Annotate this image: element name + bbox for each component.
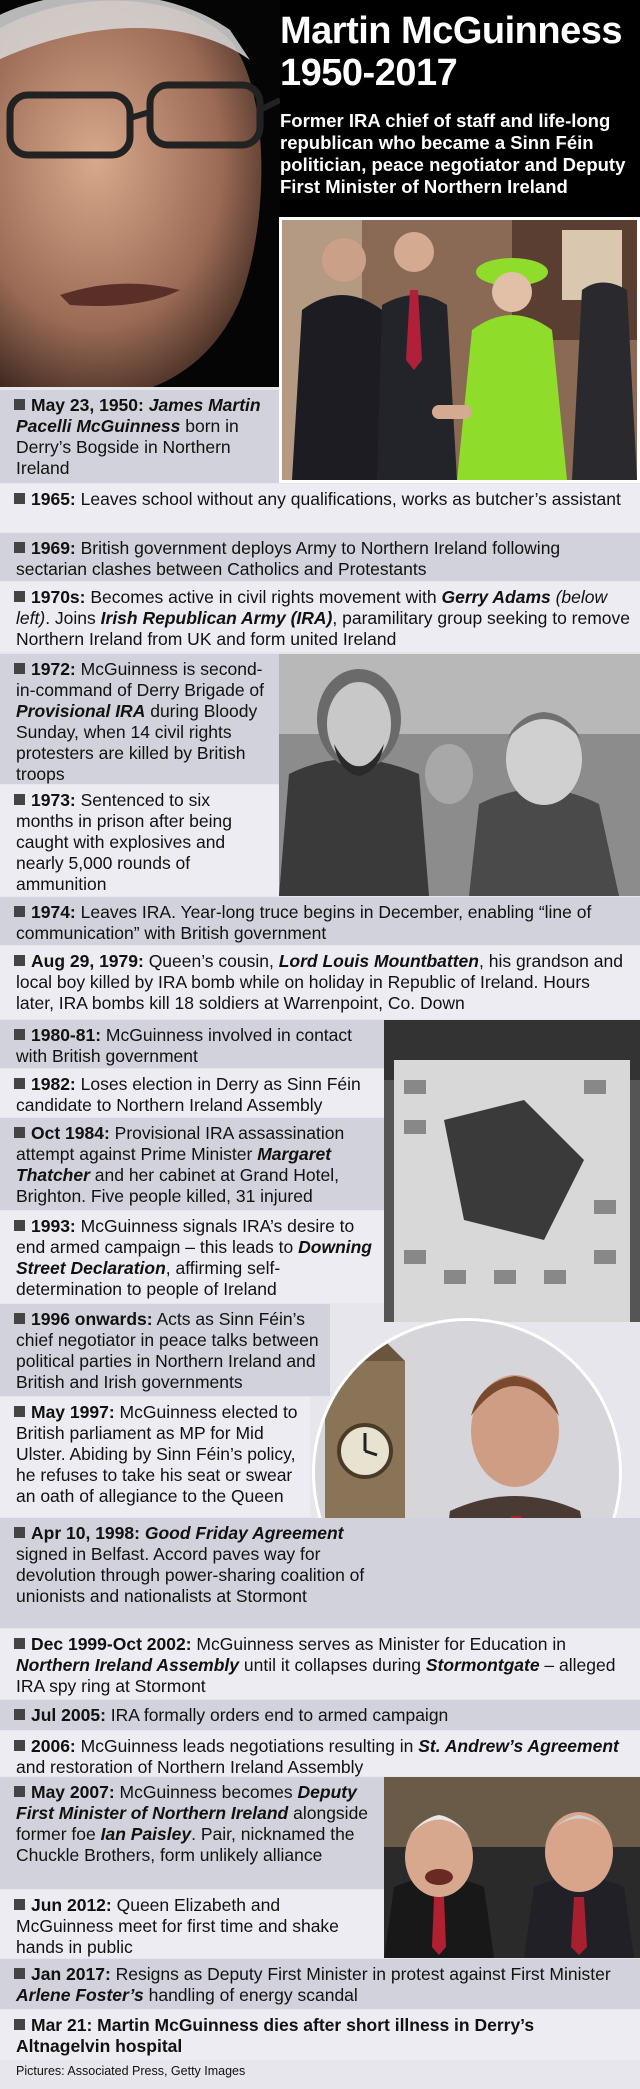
photo-credit: Pictures: Associated Press, Getty Images (16, 2064, 246, 2078)
timeline-entry-2006: 2006: McGuinness leads negotiations resulting in St. Andrew’s Agreement and restoration of Northern Ireland Assembly (0, 1731, 640, 1776)
bullet-square-icon (14, 1313, 25, 1324)
bullet-square-icon (14, 906, 25, 917)
timeline-entry-1979: Aug 29, 1979: Queen’s cousin, Lord Louis Mountbatten, his grandson and local boy killed by IRA bomb while on holiday in Republic of Ireland. Hours later, IRA bombs kill 18 soldiers at Warrenpoint, Co. Down (0, 946, 640, 1019)
bullet-square-icon (14, 1899, 25, 1910)
timeline-entry-1993: 1993: McGuinness signals IRA’s desire to end armed campaign – this leads to Downing Street Declaration, affirming self-determination to people of Ireland (0, 1211, 384, 1303)
bullet-square-icon (14, 493, 25, 504)
title-name: Martin McGuinness (280, 10, 622, 52)
queen-handshake-photo (279, 217, 640, 483)
timeline-entry-2012: Jun 2012: Queen Elizabeth and McGuinness meet for first time and shake hands in public (0, 1890, 384, 1958)
timeline-entry-1982: 1982: Loses election in Derry as Sinn Féin candidate to Northern Ireland Assembly (0, 1069, 384, 1117)
adams-mcguinness-photo (279, 654, 640, 896)
bullet-square-icon (14, 1740, 25, 1751)
page-title (280, 10, 635, 94)
bullet-square-icon (14, 1968, 25, 1979)
bullet-square-icon (14, 1220, 25, 1231)
bullet-square-icon (14, 1078, 25, 1089)
timeline-entry-1969: 1969: British government deploys Army to Northern Ireland following sectarian clashes between Catholics and Protestants (0, 533, 640, 581)
bullet-square-icon (14, 542, 25, 553)
timeline-entry-1965: 1965: Leaves school without any qualifications, works as butcher’s assistant (0, 484, 640, 532)
timeline-entry-1970s: 1970s: Becomes active in civil rights movement with Gerry Adams (below left). Joins Irish Republican Army (IRA), paramilitary group seeking to remove Northern Ireland from UK and form united Ireland (0, 582, 640, 652)
bullet-square-icon (14, 1127, 25, 1138)
timeline-entry-1996: 1996 onwards: Acts as Sinn Féin’s chief negotiator in peace talks between political parties in Northern Ireland and British and Irish governments (0, 1304, 330, 1396)
bullet-square-icon (14, 399, 25, 410)
bullet-square-icon (14, 794, 25, 805)
timeline-entry-1972: 1972: McGuinness is second-in-command of Derry Brigade of Provisional IRA during Bloody Sunday, when 14 civil rights protesters are killed by British troops (0, 654, 279, 784)
timeline-entry-death: Mar 21: Martin McGuinness dies after short illness in Derry’s Altnagelvin hospital (0, 2010, 640, 2060)
bullet-square-icon (14, 1029, 25, 1040)
timeline-entry-1973: 1973: Sentenced to six months in prison after being caught with explosives and nearly 5,000 rounds of ammunition (0, 785, 279, 896)
bullet-square-icon (14, 1406, 25, 1417)
timeline-entry-2005: Jul 2005: IRA formally orders end to armed campaign (0, 1700, 640, 1730)
bullet-square-icon (14, 955, 25, 966)
paisley-mcguinness-photo (384, 1777, 640, 1958)
brighton-hotel-photo (384, 1020, 640, 1322)
bullet-square-icon (14, 1638, 25, 1649)
subtitle: Former IRA chief of staff and life-long republican who became a Sinn Féin politician, peace negotiator and Deputy First Minister of Northern Ireland (280, 110, 626, 197)
timeline-entry-1998: Apr 10, 1998: Good Friday Agreement signed in Belfast. Accord paves way for devolution through power-sharing coalition of unionists and nationalists at Stormont (0, 1518, 640, 1628)
bullet-square-icon (14, 591, 25, 602)
timeline-entry-2017: Jan 2017: Resigns as Deputy First Minister in protest against First Minister Arlene Foster’s handling of energy scandal (0, 1959, 640, 2009)
portrait-photo (0, 0, 280, 387)
bullet-square-icon (14, 2019, 25, 2030)
bullet-square-icon (14, 663, 25, 674)
timeline-entry-1999-2002: Dec 1999-Oct 2002: McGuinness serves as Minister for Education in Northern Ireland Assembly until it collapses during Stormontgate – alleged IRA spy ring at Stormont (0, 1629, 640, 1699)
timeline-entry-2007: May 2007: McGuinness becomes Deputy First Minister of Northern Ireland alongside former foe Ian Paisley. Pair, nicknamed the Chuckle Brothers, form unlikely alliance (0, 1777, 384, 1889)
bullet-square-icon (14, 1527, 25, 1538)
title-years: 1950-2017 (280, 52, 458, 94)
bullet-square-icon (14, 1786, 25, 1797)
timeline-entry-1974: 1974: Leaves IRA. Year-long truce begins in December, enabling “line of communication” with British government (0, 897, 640, 945)
timeline-entry-1984: Oct 1984: Provisional IRA assassination attempt against Prime Minister Margaret Thatcher and her cabinet at Grand Hotel, Brighton. Five people killed, 31 injured (0, 1118, 384, 1210)
bullet-square-icon (14, 1709, 25, 1720)
timeline-entry-1950: May 23, 1950: James Martin Pacelli McGuinness born in Derry’s Bogside in Northern Ireland (0, 390, 279, 483)
timeline-entry-1980-81: 1980-81: McGuinness involved in contact with British government (0, 1020, 384, 1068)
timeline-entry-1997: May 1997: McGuinness elected to British parliament as MP for Mid Ulster. Abiding by Sinn Féin’s policy, he refuses to take his seat or swear an oath of allegiance to the Queen (0, 1397, 310, 1517)
